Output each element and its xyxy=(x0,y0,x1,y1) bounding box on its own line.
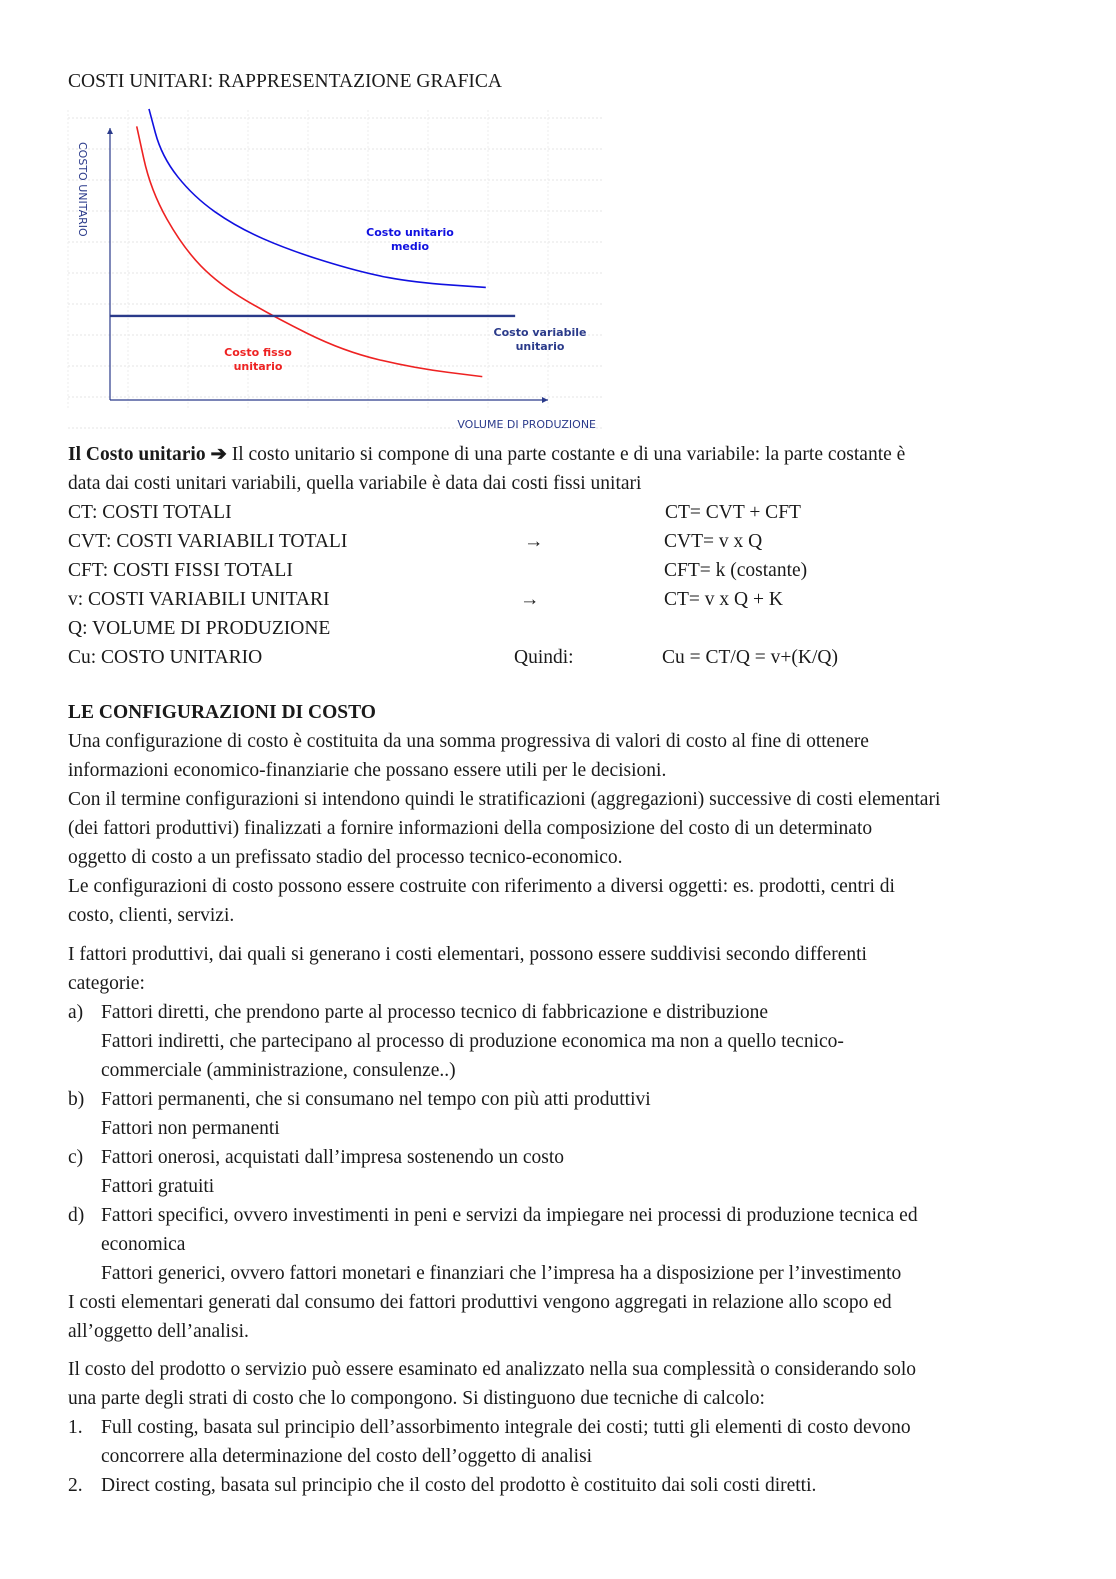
text-line: oggetto di costo a un prefissato stadio del processo tecnico-economico. xyxy=(68,847,623,868)
list-text: Fattori non permanenti xyxy=(101,1118,280,1139)
paragraph xyxy=(68,727,940,930)
series-label: unitario xyxy=(515,340,565,353)
text-line: una parte degli strati di costo che lo compongono. Si distinguono due tecniche di calcolo: xyxy=(68,1388,765,1409)
intro-paragraph xyxy=(68,440,905,498)
formula-row xyxy=(68,643,968,672)
list-text: Fattori indiretti, che partecipano al processo di produzione economica ma non a quello tecnico- xyxy=(101,1031,844,1052)
arrow-icon: ➔ xyxy=(210,444,227,465)
formula-row xyxy=(68,498,968,527)
list-line xyxy=(68,1230,940,1259)
list-item xyxy=(68,1471,940,1500)
equation: Cu = CT/Q = v+(K/Q) xyxy=(662,647,838,668)
series-label: Costo variabile xyxy=(493,326,587,339)
text-line: Le configurazioni di costo possono essere costruite con riferimento a diversi oggetti: es. prodotti, centri di xyxy=(68,876,895,897)
list-item xyxy=(68,1143,940,1201)
series-label: Costo unitario xyxy=(366,226,454,239)
definition: v: COSTI VARIABILI UNITARI xyxy=(68,589,330,610)
list-text: Full costing, basata sul principio dell’assorbimento integrale dei costi; tutti gli elementi di costo devono xyxy=(101,1417,911,1438)
definition: CVT: COSTI VARIABILI TOTALI xyxy=(68,531,348,552)
x-axis-label: VOLUME DI PRODUZIONE xyxy=(457,418,596,431)
list-item xyxy=(68,1085,940,1143)
list-text: commerciale (amministrazione, consulenze..) xyxy=(101,1060,456,1081)
list-line xyxy=(68,1027,940,1056)
section-heading: LE CONFIGURAZIONI DI COSTO xyxy=(68,702,376,723)
list-text: Fattori generici, ovvero fattori monetari e finanziari che l’impresa ha a disposizione per l’investimento xyxy=(101,1263,902,1284)
list-line xyxy=(68,1259,940,1288)
series-line xyxy=(137,126,483,376)
text-line: categorie: xyxy=(68,973,145,994)
list-item xyxy=(68,998,940,1085)
list-item xyxy=(68,1413,940,1471)
list-text: concorrere alla determinazione del costo dell’oggetto di analisi xyxy=(101,1446,593,1467)
unit-cost-chart xyxy=(68,110,604,432)
series-label: medio xyxy=(390,240,430,253)
list-line xyxy=(68,1114,940,1143)
intro-line: data dai costi unitari variabili, quella variabile è data dai costi fissi unitari xyxy=(68,473,642,494)
formula-row xyxy=(68,527,968,556)
paragraph xyxy=(68,1288,940,1346)
list-text: Fattori specifici, ovvero investimenti in peni e servizi da impiegare nei processi di produzione tecnica ed xyxy=(101,1205,918,1226)
equation: CT= CVT + CFT xyxy=(665,502,801,523)
list-line xyxy=(68,1172,940,1201)
arrow-icon: → xyxy=(520,589,540,610)
list-line xyxy=(68,1413,940,1442)
x-axis-arrow-icon xyxy=(542,397,548,403)
list-text: Fattori permanenti, che si consumano nel tempo con più atti produttivi xyxy=(101,1089,651,1110)
equation: CT= v x Q + K xyxy=(664,589,783,610)
formula-row xyxy=(68,614,968,643)
y-axis-arrow-icon xyxy=(107,128,113,134)
text-line: I fattori produttivi, dai quali si generano i costi elementari, possono essere suddivisi secondo differenti xyxy=(68,944,867,965)
equation: CVT= v x Q xyxy=(664,531,763,552)
list-marker: 1. xyxy=(68,1417,83,1438)
list-text: Fattori onerosi, acquistati dall’impresa sostenendo un costo xyxy=(101,1147,565,1168)
text-line: costo, clienti, servizi. xyxy=(68,905,235,926)
paragraph xyxy=(68,940,940,998)
definition: CT: COSTI TOTALI xyxy=(68,502,232,523)
list-line xyxy=(68,1056,940,1085)
series-label: Costo fisso xyxy=(224,346,292,359)
series-line xyxy=(149,109,486,287)
formula-row xyxy=(68,556,968,585)
text-line: informazioni economico-finanziarie che possano essere utili per le decisioni. xyxy=(68,760,667,781)
page-title: COSTI UNITARI: RAPPRESENTAZIONE GRAFICA xyxy=(68,71,503,92)
list-text: Fattori gratuiti xyxy=(101,1176,215,1197)
definition: Q: VOLUME DI PRODUZIONE xyxy=(68,618,331,639)
text-line: all’oggetto dell’analisi. xyxy=(68,1321,249,1342)
formula-row xyxy=(68,585,968,614)
list-line xyxy=(68,1085,940,1114)
list-text: economica xyxy=(101,1234,186,1255)
list-marker: b) xyxy=(68,1089,85,1110)
list-line xyxy=(68,1471,940,1500)
list-line xyxy=(68,1442,940,1471)
intro-bold: Il Costo unitario xyxy=(68,444,206,465)
text-line: Il costo del prodotto o servizio può essere esaminato ed analizzato nella sua complessità o considerando solo xyxy=(68,1359,917,1380)
series-label: unitario xyxy=(233,360,283,373)
list-marker: c) xyxy=(68,1147,84,1168)
formula-table xyxy=(68,498,968,672)
label-quindi: Quindi: xyxy=(514,647,574,668)
text-line: Con il termine configurazioni si intendono quindi le stratificazioni (aggregazioni) successive di costi elementari xyxy=(68,789,941,810)
definition: CFT: COSTI FISSI TOTALI xyxy=(68,560,293,581)
section-configurazioni xyxy=(68,698,940,1500)
arrow-icon: → xyxy=(524,531,544,552)
list-item xyxy=(68,1201,940,1288)
list-text: Direct costing, basata sul principio che il costo del prodotto è costituito dai soli costi diretti. xyxy=(101,1475,817,1496)
definition: Cu: COSTO UNITARIO xyxy=(68,647,263,668)
list-marker: a) xyxy=(68,1002,84,1023)
text-line: I costi elementari generati dal consumo dei fattori produttivi vengono aggregati in relazione allo scopo ed xyxy=(68,1292,892,1313)
costing-list xyxy=(68,1413,940,1500)
list-marker: d) xyxy=(68,1205,85,1226)
paragraph xyxy=(68,1355,940,1413)
list-marker: 2. xyxy=(68,1475,83,1496)
category-list xyxy=(68,998,940,1288)
text-line: Una configurazione di costo è costituita da una somma progressiva di valori di costo al fine di ottenere xyxy=(68,731,869,752)
list-line xyxy=(68,1201,940,1230)
equation: CFT= k (costante) xyxy=(664,560,808,581)
y-axis-label: COSTO UNITARIO xyxy=(76,142,89,237)
list-text: Fattori diretti, che prendono parte al processo tecnico di fabbricazione e distribuzione xyxy=(101,1002,769,1023)
list-line xyxy=(68,1143,940,1172)
list-line xyxy=(68,998,940,1027)
intro-line: Il costo unitario si compone di una parte costante e di una variabile: la parte costante è xyxy=(231,444,906,465)
text-line: (dei fattori produttivi) finalizzati a fornire informazioni della composizione del costo di un determinato xyxy=(68,818,873,839)
